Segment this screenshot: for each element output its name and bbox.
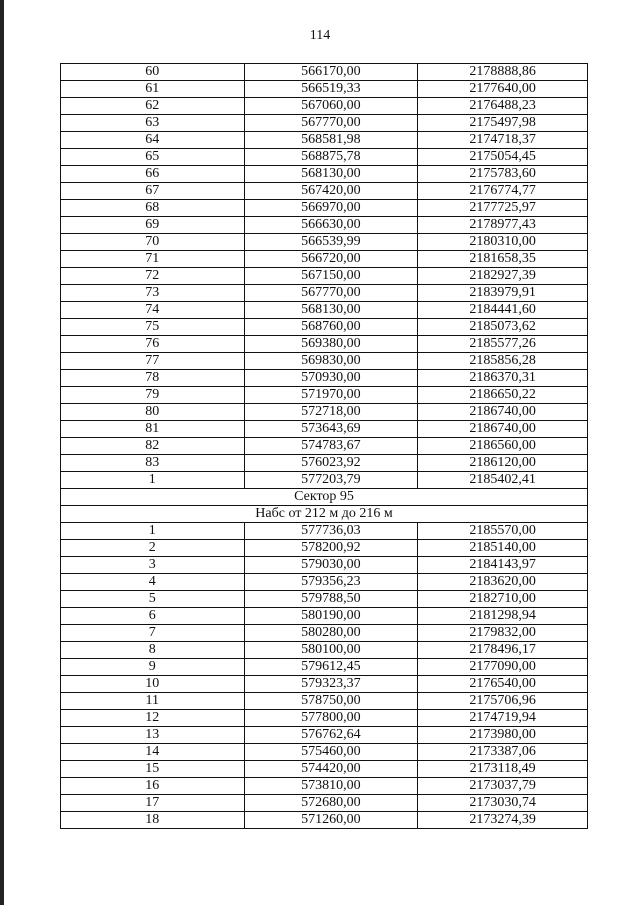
x-coordinate: 580280,00 [244, 625, 418, 642]
point-number: 6 [61, 608, 245, 625]
point-number: 3 [61, 557, 245, 574]
y-coordinate: 2175497,98 [418, 115, 588, 132]
point-number: 17 [61, 795, 245, 812]
x-coordinate: 568581,98 [244, 132, 418, 149]
y-coordinate: 2178977,43 [418, 217, 588, 234]
y-coordinate: 2179832,00 [418, 625, 588, 642]
x-coordinate: 577800,00 [244, 710, 418, 727]
table-row [61, 591, 588, 608]
table-row [61, 166, 588, 183]
x-coordinate: 569830,00 [244, 353, 418, 370]
table-row [61, 217, 588, 234]
point-number: 14 [61, 744, 245, 761]
y-coordinate: 2186560,00 [418, 438, 588, 455]
y-coordinate: 2181658,35 [418, 251, 588, 268]
table-row [61, 710, 588, 727]
section-subtitle-row [61, 506, 588, 523]
scan-edge [0, 0, 4, 905]
point-number: 60 [61, 64, 245, 81]
table-row [61, 438, 588, 455]
x-coordinate: 576762,64 [244, 727, 418, 744]
x-coordinate: 580190,00 [244, 608, 418, 625]
y-coordinate: 2185402,41 [418, 472, 588, 489]
table-row [61, 540, 588, 557]
table-row [61, 693, 588, 710]
x-coordinate: 579323,37 [244, 676, 418, 693]
table-row [61, 81, 588, 98]
y-coordinate: 2177725,97 [418, 200, 588, 217]
x-coordinate: 568760,00 [244, 319, 418, 336]
point-number: 1 [61, 523, 245, 540]
table-row [61, 387, 588, 404]
y-coordinate: 2177640,00 [418, 81, 588, 98]
y-coordinate: 2186650,22 [418, 387, 588, 404]
x-coordinate: 579612,45 [244, 659, 418, 676]
y-coordinate: 2178496,17 [418, 642, 588, 659]
table-row [61, 98, 588, 115]
y-coordinate: 2182710,00 [418, 591, 588, 608]
point-number: 62 [61, 98, 245, 115]
table-row [61, 302, 588, 319]
point-number: 66 [61, 166, 245, 183]
point-number: 65 [61, 149, 245, 166]
x-coordinate: 567770,00 [244, 285, 418, 302]
x-coordinate: 572718,00 [244, 404, 418, 421]
y-coordinate: 2186740,00 [418, 421, 588, 438]
y-coordinate: 2176774,77 [418, 183, 588, 200]
x-coordinate: 567770,00 [244, 115, 418, 132]
table-row [61, 234, 588, 251]
y-coordinate: 2173387,06 [418, 744, 588, 761]
point-number: 18 [61, 812, 245, 829]
y-coordinate: 2181298,94 [418, 608, 588, 625]
table-row [61, 268, 588, 285]
coordinates-table [60, 63, 588, 829]
x-coordinate: 573643,69 [244, 421, 418, 438]
x-coordinate: 567420,00 [244, 183, 418, 200]
table-row [61, 625, 588, 642]
point-number: 12 [61, 710, 245, 727]
y-coordinate: 2185577,26 [418, 336, 588, 353]
y-coordinate: 2183620,00 [418, 574, 588, 591]
point-number: 80 [61, 404, 245, 421]
table-row [61, 557, 588, 574]
x-coordinate: 575460,00 [244, 744, 418, 761]
table-row [61, 132, 588, 149]
page-number: 114 [309, 28, 331, 43]
y-coordinate: 2185140,00 [418, 540, 588, 557]
table-row [61, 64, 588, 81]
point-number: 83 [61, 455, 245, 472]
point-number: 7 [61, 625, 245, 642]
point-number: 16 [61, 778, 245, 795]
y-coordinate: 2175706,96 [418, 693, 588, 710]
x-coordinate: 572680,00 [244, 795, 418, 812]
y-coordinate: 2174718,37 [418, 132, 588, 149]
y-coordinate: 2173118,49 [418, 761, 588, 778]
point-number: 61 [61, 81, 245, 98]
x-coordinate: 566539,99 [244, 234, 418, 251]
y-coordinate: 2184143,97 [418, 557, 588, 574]
point-number: 77 [61, 353, 245, 370]
point-number: 71 [61, 251, 245, 268]
y-coordinate: 2178888,86 [418, 64, 588, 81]
table-row [61, 659, 588, 676]
x-coordinate: 576023,92 [244, 455, 418, 472]
section-title-row [61, 489, 588, 506]
x-coordinate: 577203,79 [244, 472, 418, 489]
y-coordinate: 2185856,28 [418, 353, 588, 370]
x-coordinate: 571260,00 [244, 812, 418, 829]
y-coordinate: 2185073,62 [418, 319, 588, 336]
table-row [61, 319, 588, 336]
y-coordinate: 2173980,00 [418, 727, 588, 744]
point-number: 69 [61, 217, 245, 234]
table-row [61, 115, 588, 132]
point-number: 73 [61, 285, 245, 302]
x-coordinate: 566970,00 [244, 200, 418, 217]
table-row [61, 149, 588, 166]
y-coordinate: 2186120,00 [418, 455, 588, 472]
x-coordinate: 580100,00 [244, 642, 418, 659]
point-number: 13 [61, 727, 245, 744]
table-row [61, 183, 588, 200]
x-coordinate: 574783,67 [244, 438, 418, 455]
point-number: 72 [61, 268, 245, 285]
point-number: 9 [61, 659, 245, 676]
table-row [61, 812, 588, 829]
point-number: 10 [61, 676, 245, 693]
point-number: 4 [61, 574, 245, 591]
table-row [61, 336, 588, 353]
x-coordinate: 566170,00 [244, 64, 418, 81]
coordinates-table-body [61, 64, 588, 829]
point-number: 8 [61, 642, 245, 659]
y-coordinate: 2177090,00 [418, 659, 588, 676]
point-number: 67 [61, 183, 245, 200]
x-coordinate: 579356,23 [244, 574, 418, 591]
table-row [61, 353, 588, 370]
y-coordinate: 2173037,79 [418, 778, 588, 795]
point-number: 15 [61, 761, 245, 778]
y-coordinate: 2175783,60 [418, 166, 588, 183]
y-coordinate: 2173030,74 [418, 795, 588, 812]
y-coordinate: 2182927,39 [418, 268, 588, 285]
table-row [61, 404, 588, 421]
table-row [61, 727, 588, 744]
point-number: 5 [61, 591, 245, 608]
point-number: 74 [61, 302, 245, 319]
x-coordinate: 571970,00 [244, 387, 418, 404]
x-coordinate: 566519,33 [244, 81, 418, 98]
section-title: Сектор 95 [61, 489, 588, 506]
y-coordinate: 2173274,39 [418, 812, 588, 829]
y-coordinate: 2180310,00 [418, 234, 588, 251]
section-subtitle: Набс от 212 м до 216 м [61, 506, 588, 523]
table-row [61, 421, 588, 438]
point-number: 79 [61, 387, 245, 404]
x-coordinate: 578200,92 [244, 540, 418, 557]
x-coordinate: 566630,00 [244, 217, 418, 234]
table-row [61, 642, 588, 659]
x-coordinate: 568130,00 [244, 302, 418, 319]
table-row [61, 285, 588, 302]
table-row [61, 676, 588, 693]
table-row [61, 795, 588, 812]
y-coordinate: 2185570,00 [418, 523, 588, 540]
table-row [61, 370, 588, 387]
point-number: 82 [61, 438, 245, 455]
point-number: 70 [61, 234, 245, 251]
x-coordinate: 567060,00 [244, 98, 418, 115]
table-row [61, 761, 588, 778]
point-number: 11 [61, 693, 245, 710]
y-coordinate: 2175054,45 [418, 149, 588, 166]
table-row [61, 200, 588, 217]
point-number: 68 [61, 200, 245, 217]
y-coordinate: 2174719,94 [418, 710, 588, 727]
y-coordinate: 2183979,91 [418, 285, 588, 302]
x-coordinate: 570930,00 [244, 370, 418, 387]
x-coordinate: 566720,00 [244, 251, 418, 268]
point-number: 1 [61, 472, 245, 489]
x-coordinate: 569380,00 [244, 336, 418, 353]
table-row [61, 778, 588, 795]
x-coordinate: 578750,00 [244, 693, 418, 710]
x-coordinate: 577736,03 [244, 523, 418, 540]
table-row [61, 472, 588, 489]
x-coordinate: 568875,78 [244, 149, 418, 166]
point-number: 75 [61, 319, 245, 336]
table-row [61, 574, 588, 591]
y-coordinate: 2184441,60 [418, 302, 588, 319]
table-row [61, 744, 588, 761]
point-number: 78 [61, 370, 245, 387]
table-row [61, 608, 588, 625]
x-coordinate: 567150,00 [244, 268, 418, 285]
x-coordinate: 568130,00 [244, 166, 418, 183]
y-coordinate: 2186370,31 [418, 370, 588, 387]
x-coordinate: 579030,00 [244, 557, 418, 574]
point-number: 81 [61, 421, 245, 438]
table-row [61, 523, 588, 540]
point-number: 64 [61, 132, 245, 149]
y-coordinate: 2186740,00 [418, 404, 588, 421]
x-coordinate: 573810,00 [244, 778, 418, 795]
point-number: 63 [61, 115, 245, 132]
x-coordinate: 579788,50 [244, 591, 418, 608]
point-number: 2 [61, 540, 245, 557]
table-row [61, 455, 588, 472]
y-coordinate: 2176540,00 [418, 676, 588, 693]
x-coordinate: 574420,00 [244, 761, 418, 778]
y-coordinate: 2176488,23 [418, 98, 588, 115]
point-number: 76 [61, 336, 245, 353]
table-row [61, 251, 588, 268]
